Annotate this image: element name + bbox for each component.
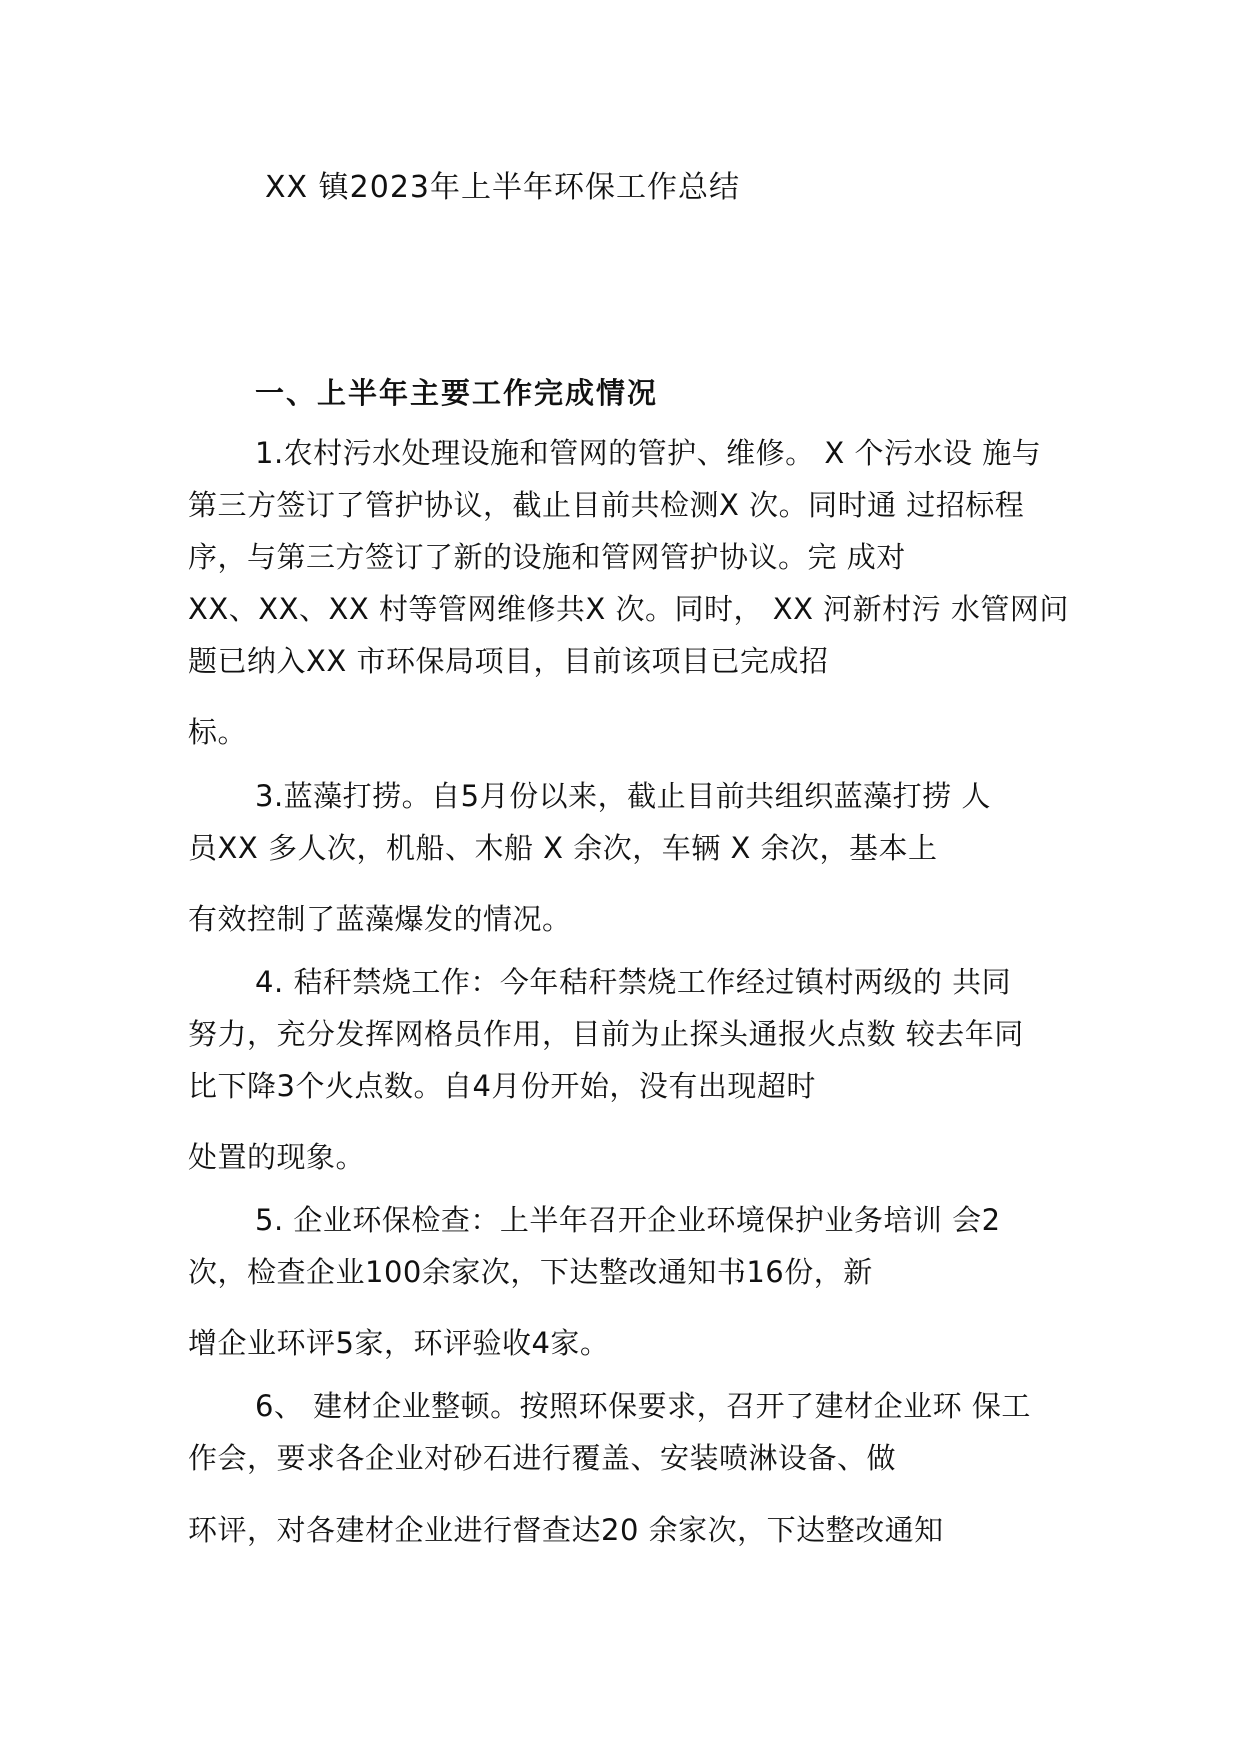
paragraph-line: 比下降3个火点数。自4月份开始，没有出现超时 bbox=[188, 1069, 816, 1103]
paragraph-line: 6、 建材企业整顿。按照环保要求，召开了建材企业环 保工 bbox=[255, 1389, 1031, 1423]
section-heading: 一、上半年主要工作完成情况 bbox=[255, 376, 659, 410]
paragraph-line: 次，检查企业100余家次，下达整改通知书16份，新 bbox=[188, 1255, 873, 1289]
paragraph-line: 努力，充分发挥网格员作用，目前为止探头通报火点数 较去年同 bbox=[188, 1017, 1024, 1051]
paragraph-line: 处置的现象。 bbox=[188, 1140, 366, 1174]
paragraph-line: 第三方签订了管护协议，截止目前共检测X 次。同时通 过招标程 bbox=[188, 488, 1025, 522]
paragraph-line: 序，与第三方签订了新的设施和管网管护协议。完 成对 bbox=[188, 540, 906, 574]
paragraph-line: 3.蓝藻打捞。自5月份以来，截止目前共组织蓝藻打捞 人 bbox=[255, 779, 991, 813]
paragraph-line: XX、XX、XX 村等管网维修共X 次。同时， XX 河新村污 水管网问 bbox=[188, 592, 1069, 626]
paragraph-line: 题已纳入XX 市环保局项目，目前该项目已完成招 bbox=[188, 644, 829, 678]
paragraph-line: 有效控制了蓝藻爆发的情况。 bbox=[188, 902, 572, 936]
paragraph-line: 4. 秸秆禁烧工作：今年秸秆禁烧工作经过镇村两级的 共同 bbox=[255, 965, 1012, 999]
paragraph-line: 员XX 多人次，机船、木船 X 余次，车辆 X 余次，基本上 bbox=[188, 831, 938, 865]
paragraph-line: 标。 bbox=[188, 715, 248, 749]
paragraph-line: 环评，对各建材企业进行督查达20 余家次，下达整改通知 bbox=[188, 1513, 944, 1547]
paragraph-line: 作会，要求各企业对砂石进行覆盖、安装喷淋设备、做 bbox=[188, 1441, 897, 1475]
paragraph-line: 1.农村污水处理设施和管网的管护、维修。 X 个污水设 施与 bbox=[255, 436, 1042, 470]
paragraph-line: 增企业环评5家，环评验收4家。 bbox=[188, 1326, 610, 1360]
paragraph-line: 5. 企业环保检查：上半年召开企业环境保护业务培训 会2 bbox=[255, 1203, 1001, 1237]
document-title: XX 镇2023年上半年环保工作总结 bbox=[265, 170, 740, 205]
